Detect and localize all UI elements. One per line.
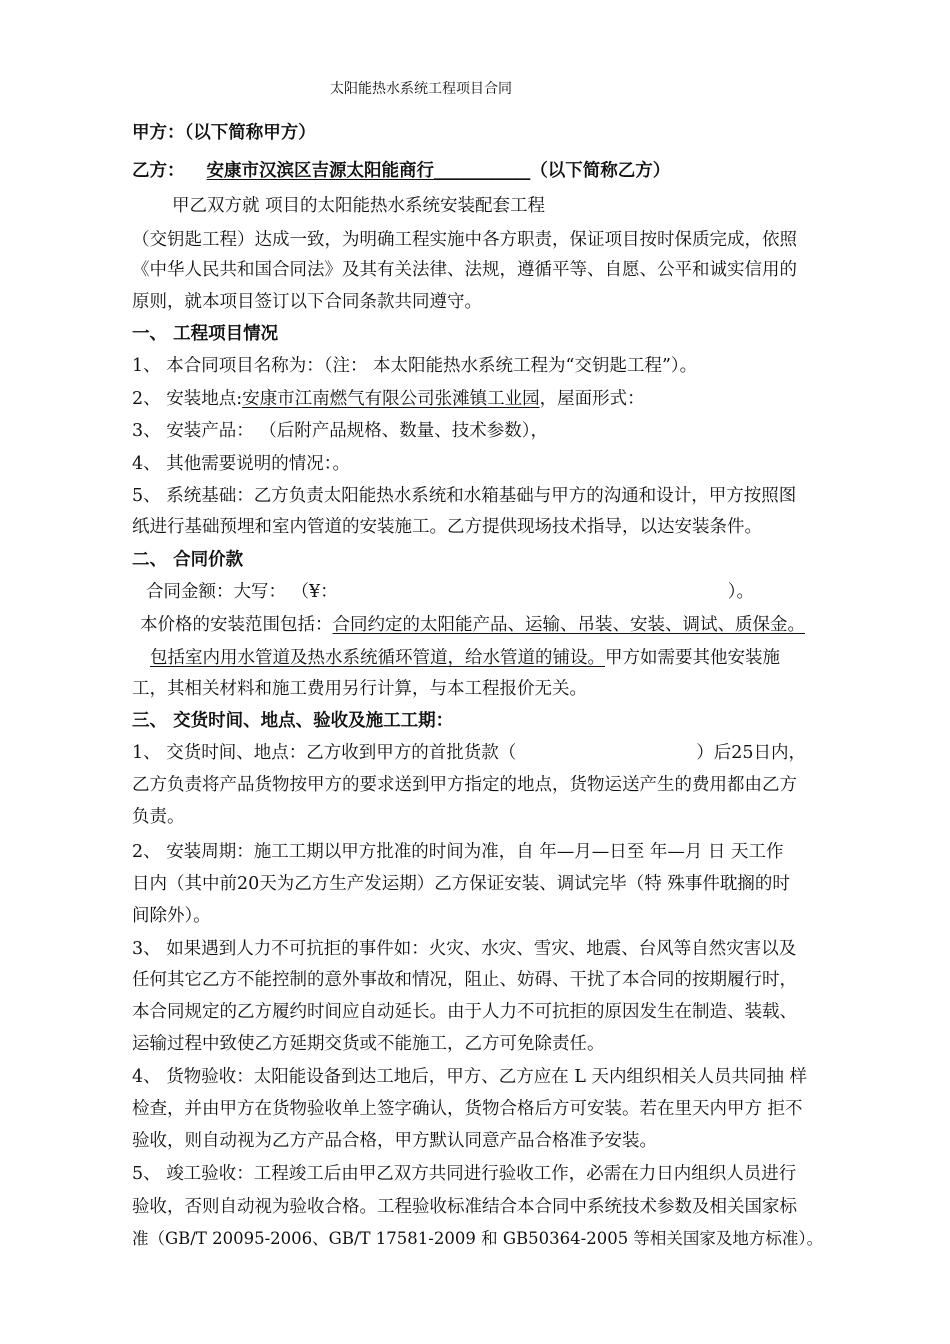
intro-line-2: （交钥匙工程）达成一致，为明确工程实施中各方职责，保证项目按时保质完成，依照: [132, 230, 797, 250]
section3-item1-line3: 负责。: [132, 807, 185, 827]
scope-line-2: [150, 646, 780, 670]
scope-prefix: 本价格的安装范围包括：: [140, 615, 333, 635]
item1-suffix: ）后25日内，: [696, 743, 806, 763]
amount-prefix: 合同金额：大写： （¥：: [146, 582, 338, 602]
party-b-line: [132, 159, 670, 183]
install-location: 安康市江南燃气有限公司张滩镇工业园: [242, 389, 540, 409]
section1-item5-line2: 纸进行基础预埋和室内管道的安装施工。乙方提供现场技术指导，以达安装条件。: [132, 517, 762, 537]
party-b-label: 乙方：: [132, 161, 185, 181]
item2-suffix: ，屋面形式：: [539, 389, 645, 409]
section3-item3-line1: 3、 如果遇到人力不可抗拒的事件如：火灾、水灾、雪灾、地震、台风等自然灾害以及: [132, 939, 797, 959]
section3-item5-line3: 准（GB/T 20095-2006、GB/T 17581-2009 和 GB50364-2005 等相关国家及地方标准）。: [132, 1229, 824, 1248]
section3-heading: 三、 交货时间、地点、验收及施工工期：: [132, 711, 454, 731]
section3-item3-line2: 任何其它乙方不能控制的意外事故和情况，阻止、妨碍、干扰了本合同的按期履行时，: [132, 970, 797, 990]
party-b-suffix: （以下简称乙方）: [530, 161, 671, 181]
section3-item3-line4: 运输过程中致使乙方延期交货或不能施工，乙方可免除责任。: [132, 1034, 605, 1054]
section3-item4-line2: 检查，并由甲方在货物验收单上签字确认，货物合格后方可安装。若在里天内甲方 拒不: [132, 1099, 803, 1119]
scope-line-1: [140, 613, 805, 637]
section1-item2: [132, 387, 645, 411]
intro-line-3: 《中华人民共和国合同法》及其有关法律、法规，遵循平等、自愿、公平和诚实信用的: [132, 260, 797, 280]
section3-item5-line1: 5、 竣工验收：工程竣工后由甲乙双方共同进行验收工作，必需在力日内组织人员进行: [132, 1164, 797, 1184]
scope-underlined-1: 合同约定的太阳能产品、运输、吊装、安装、调试、质保金。: [332, 615, 805, 635]
section3-item4-line1: 4、 货物验收：太阳能设备到达工地后，甲方、乙方应在 L 天内组织相关人员共同抽 样: [132, 1067, 808, 1087]
scope-line-3: 工，其相关材料和施工费用另行计算，与本工程报价无关。: [132, 679, 587, 699]
intro-line-4: 原则，就本项目签订以下合同条款共同遵守。: [132, 292, 482, 312]
party-a-line: 甲方：（以下简称甲方）: [132, 123, 316, 143]
section3-item1-line2: 乙方负责将产品货物按甲方的要求送到甲方指定的地点，货物运送产生的费用都由乙方: [132, 775, 797, 795]
section1-heading: 一、 工程项目情况: [132, 324, 279, 344]
section2-heading: 二、 合同价款: [132, 550, 244, 570]
item2-prefix: 2、 安装地点:: [132, 389, 243, 409]
section3-item3-line3: 本合同规定的乙方履约时间应自动延长。由于人力不可抗拒的原因发生在制造、装载、: [132, 1002, 797, 1022]
scope-rest: 甲方如需要其他安装施: [605, 648, 780, 668]
party-b-blank: ___________: [434, 161, 531, 181]
section3-item4-line3: 验收，则自动视为乙方产品合格，甲方默认同意产品合格准予安装。: [132, 1131, 657, 1151]
section3-item1-line1: [132, 741, 806, 765]
amount-suffix: ）。: [727, 582, 754, 602]
party-b-name: 安康市汉滨区吉源太阳能商行: [206, 161, 434, 181]
document-title: 太阳能热水系统工程项目合同: [330, 81, 512, 97]
contract-amount-line: [146, 580, 754, 604]
item1-prefix: 1、 交货时间、地点：乙方收到甲方的首批货款（: [132, 743, 517, 763]
section3-item5-line2: 验收，否则自动视为验收合格。工程验收标准结合本合同中系统技术参数及相关国家标: [132, 1197, 797, 1217]
intro-line-1: 甲乙双方就 项目的太阳能热水系统安装配套工程: [172, 196, 546, 216]
scope-underlined-2: 包括室内用水管道及热水系统循环管道，给水管道的铺设。: [150, 648, 605, 668]
section1-item1: 1、 本合同项目名称为：（注： 本太阳能热水系统工程为“交钥匙工程”）。: [132, 356, 698, 376]
section3-item2-line2: 日内（其中前20天为乙方生产发运期）乙方保证安装、调试完毕（特 殊事件耽搁的时: [132, 874, 790, 894]
section3-item2-line3: 间除外）。: [132, 906, 211, 926]
section1-item5-line1: 5、 系统基础：乙方负责太阳能热水系统和水箱基础与甲方的沟通和设计，甲方按照图: [132, 486, 797, 506]
section1-item4: 4、 其他需要说明的情况：。: [132, 454, 350, 474]
section1-item3: 3、 安装产品： （后附产品规格、数量、技术参数），: [132, 421, 549, 441]
section3-item2-line1: 2、 安装周期：施工工期以甲方批准的时间为准，自 年—月—日至 年—月 日 天工作: [132, 842, 784, 862]
